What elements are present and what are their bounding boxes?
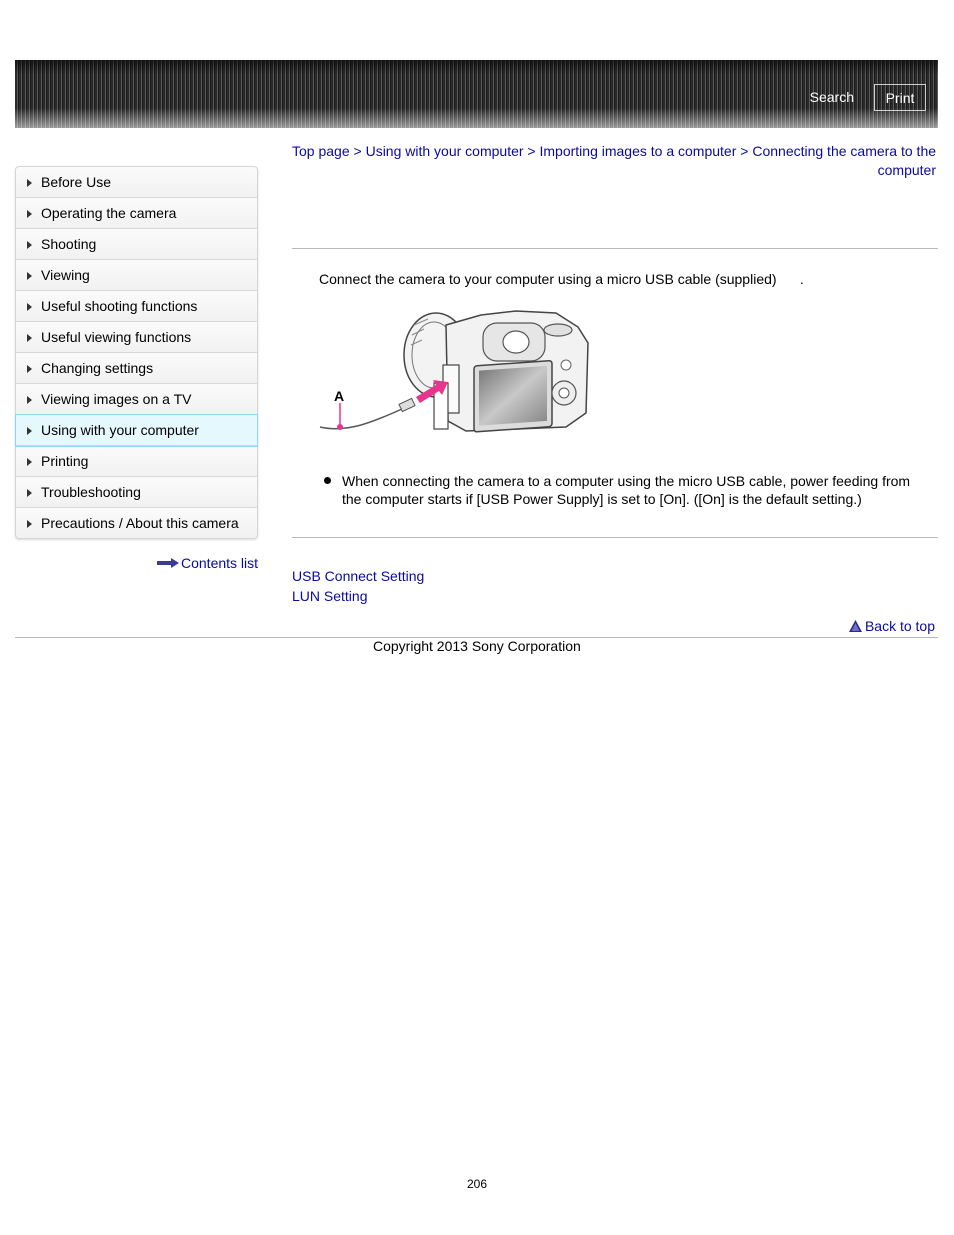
arrow-right-icon	[27, 520, 32, 528]
page-number: 206	[466, 1177, 488, 1191]
breadcrumb-top-page[interactable]: Top page	[292, 143, 350, 159]
sidebar-item-precautions[interactable]	[16, 508, 257, 538]
breadcrumb-separator: >	[353, 143, 362, 159]
copyright-text: Copyright 2013 Sony Corporation	[373, 638, 581, 654]
arrow-right-icon	[27, 334, 32, 342]
note-item	[324, 472, 932, 508]
arrow-right-icon	[27, 179, 32, 187]
sidebar-item-viewing[interactable]	[16, 260, 257, 291]
camera-usb-illustration	[316, 305, 596, 443]
arrow-right-icon	[27, 365, 32, 373]
arrow-right-icon	[27, 272, 32, 280]
intro-text: Connect the camera to your computer using a micro USB cable (supplied) .	[319, 271, 804, 287]
note-text: When connecting the camera to a computer using the micro USB cable, power feeding from the computer starts if [USB Power Supply] is set to [On]. ([On] is the default setting.)	[342, 473, 911, 507]
sidebar-item-troubleshooting[interactable]	[16, 477, 257, 508]
breadcrumb-importing-images[interactable]: Importing images to a computer	[539, 143, 737, 159]
sidebar-item-useful-viewing-functions[interactable]	[16, 322, 257, 353]
sidebar-item-viewing-images-on-tv[interactable]	[16, 384, 257, 415]
breadcrumb-using-with-your-computer[interactable]: Using with your computer	[365, 143, 524, 159]
sidebar-item-label: Using with your computer	[41, 422, 199, 438]
sidebar-item-label: Troubleshooting	[41, 484, 141, 500]
arrow-link-icon	[157, 558, 179, 568]
sidebar-item-label: Viewing	[41, 267, 90, 283]
arrow-right-icon	[27, 489, 32, 497]
arrow-right-icon	[27, 303, 32, 311]
link-usb-connect-setting[interactable]: USB Connect Setting	[292, 568, 425, 584]
breadcrumb-connecting-camera[interactable]: Connecting the camera to the computer	[752, 143, 937, 178]
arrow-right-icon	[27, 458, 32, 466]
divider	[292, 248, 938, 249]
back-to-top-label: Back to top	[864, 618, 935, 634]
contents-list-link[interactable]	[157, 555, 258, 571]
contents-list-label: Contents list	[181, 555, 259, 571]
header-bar	[15, 60, 938, 128]
sidebar-item-label: Useful shooting functions	[41, 298, 198, 314]
divider	[292, 537, 938, 538]
sidebar-nav	[15, 166, 258, 539]
sidebar-item-before-use[interactable]	[16, 167, 257, 198]
arrow-right-icon	[27, 241, 32, 249]
sidebar-item-changing-settings[interactable]	[16, 353, 257, 384]
sidebar-item-label: Useful viewing functions	[41, 329, 192, 345]
sidebar-item-operating-the-camera[interactable]	[16, 198, 257, 229]
breadcrumb	[292, 142, 936, 180]
search-button[interactable]: Search	[809, 89, 854, 105]
triangle-up-icon	[849, 620, 862, 632]
back-to-top-link[interactable]	[849, 618, 935, 634]
sidebar-item-useful-shooting-functions[interactable]	[16, 291, 257, 322]
breadcrumb-separator: >	[740, 143, 749, 159]
arrow-right-icon	[27, 396, 32, 404]
arrow-right-icon	[27, 210, 32, 218]
illustration-label-a: A	[334, 388, 345, 404]
sidebar-item-shooting[interactable]	[16, 229, 257, 260]
bullet-icon	[324, 477, 331, 484]
sidebar-item-label: Shooting	[41, 236, 97, 252]
sidebar-item-label: Precautions / About this camera	[41, 515, 239, 531]
arrow-right-icon	[27, 427, 32, 435]
sidebar-item-label: Changing settings	[41, 360, 154, 376]
sidebar-item-label: Operating the camera	[41, 205, 177, 221]
sidebar-item-label: Viewing images on a TV	[41, 391, 192, 407]
sidebar-item-using-with-your-computer[interactable]	[16, 415, 257, 446]
sidebar-item-label: Before Use	[41, 174, 112, 190]
link-lun-setting[interactable]: LUN Setting	[292, 588, 368, 604]
breadcrumb-separator: >	[527, 143, 536, 159]
sidebar-item-label: Printing	[41, 453, 89, 469]
sidebar-item-printing[interactable]	[16, 446, 257, 477]
print-button[interactable]: Print	[874, 84, 926, 111]
